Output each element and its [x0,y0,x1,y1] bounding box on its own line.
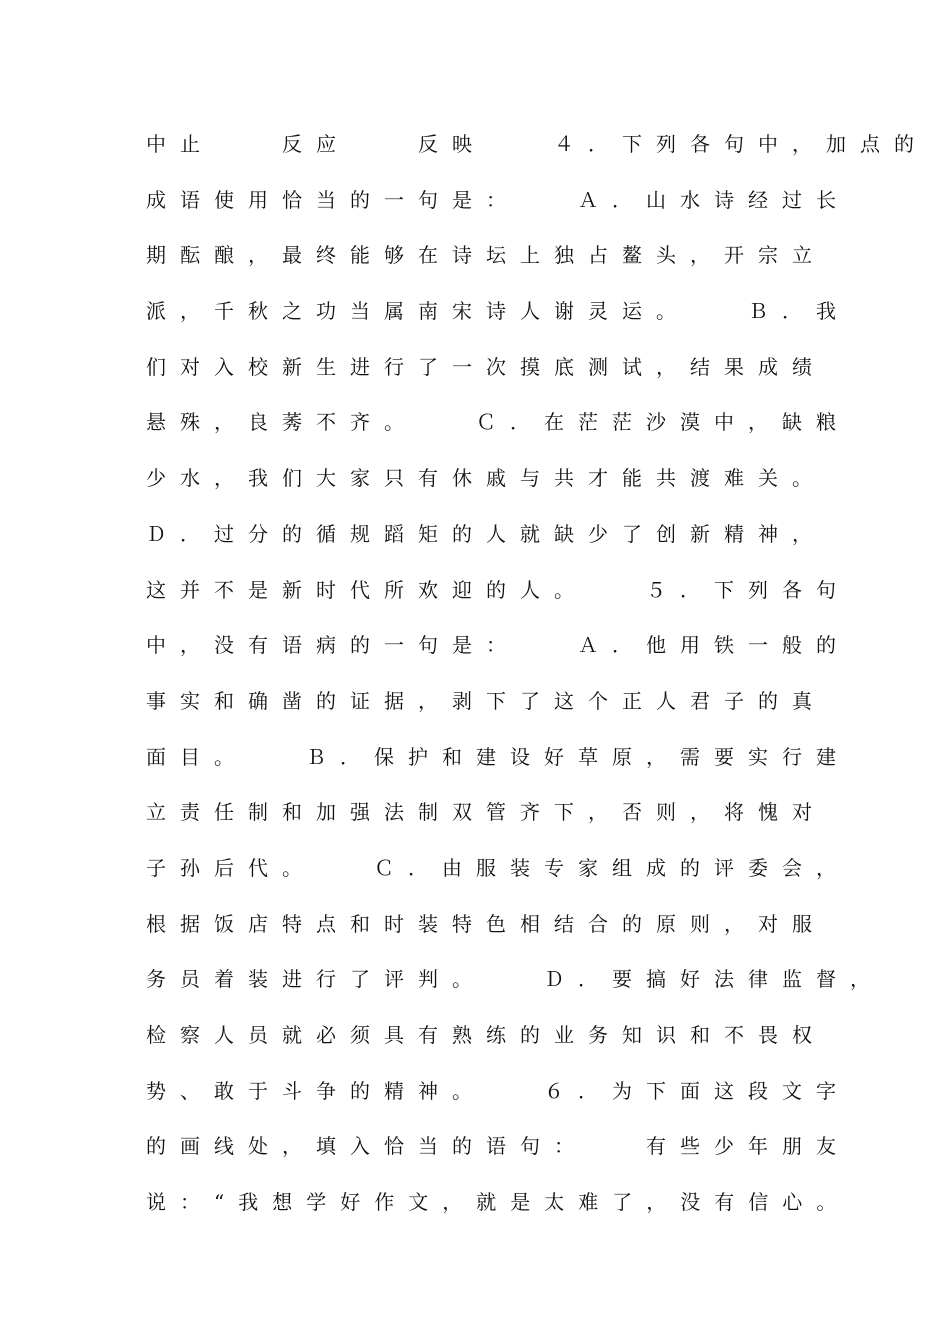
text-line: 悬殊，良莠不齐。 Ｃ．在茫茫沙漠中，缺粮 [146,410,850,435]
text-line: 期酝酿，最终能够在诗坛上独占鳌头，开宗立 [146,243,826,268]
text-line: 派，千秋之功当属南宋诗人谢灵运。 Ｂ．我 [146,299,850,324]
text-line: 事实和确凿的证据，剥下了这个正人君子的真 [146,688,826,713]
text-line: 中止 反应 反映 ４．下列各句中，加点的 [146,132,928,156]
text-line: 少水，我们大家只有休戚与共才能共渡难关。 [146,466,826,491]
text-line: 立责任制和加强法制双管齐下，否则，将愧对 [146,800,826,825]
text-line: 的画线处，填入恰当的语句： 有些少年朋友 [146,1134,850,1159]
text-line: 面目。 Ｂ．保护和建设好草原，需要实行建 [146,744,850,769]
body-text [146,124,928,1238]
text-line: 根据饭店特点和时装特色相结合的原则，对服 [146,911,826,936]
text-line: 势、敢于斗争的精神。 ６．为下面这段文字 [146,1078,850,1103]
text-line: 检察人员就必须具有熟练的业务知识和不畏权 [146,1023,826,1047]
text-line: 务员着装进行了评判。 Ｄ．要搞好法律监督， [146,967,884,992]
text-line: 中，没有语病的一句是： Ａ．他用铁一般的 [146,633,850,658]
text-line: 们对入校新生进行了一次摸底测试，结果成绩 [146,354,826,379]
text-line: 成语使用恰当的一句是： Ａ．山水诗经过长 [146,187,850,212]
text-line: 子孙后代。 Ｃ．由服装专家组成的评委会， [146,855,850,880]
text-line: Ｄ．过分的循规蹈矩的人就缺少了创新精神， [146,521,826,546]
text-line: 这并不是新时代所欢迎的人。 ５．下列各句 [146,577,850,602]
text-line: 说：“我想学好作文，就是太难了，没有信心。 [146,1190,851,1215]
